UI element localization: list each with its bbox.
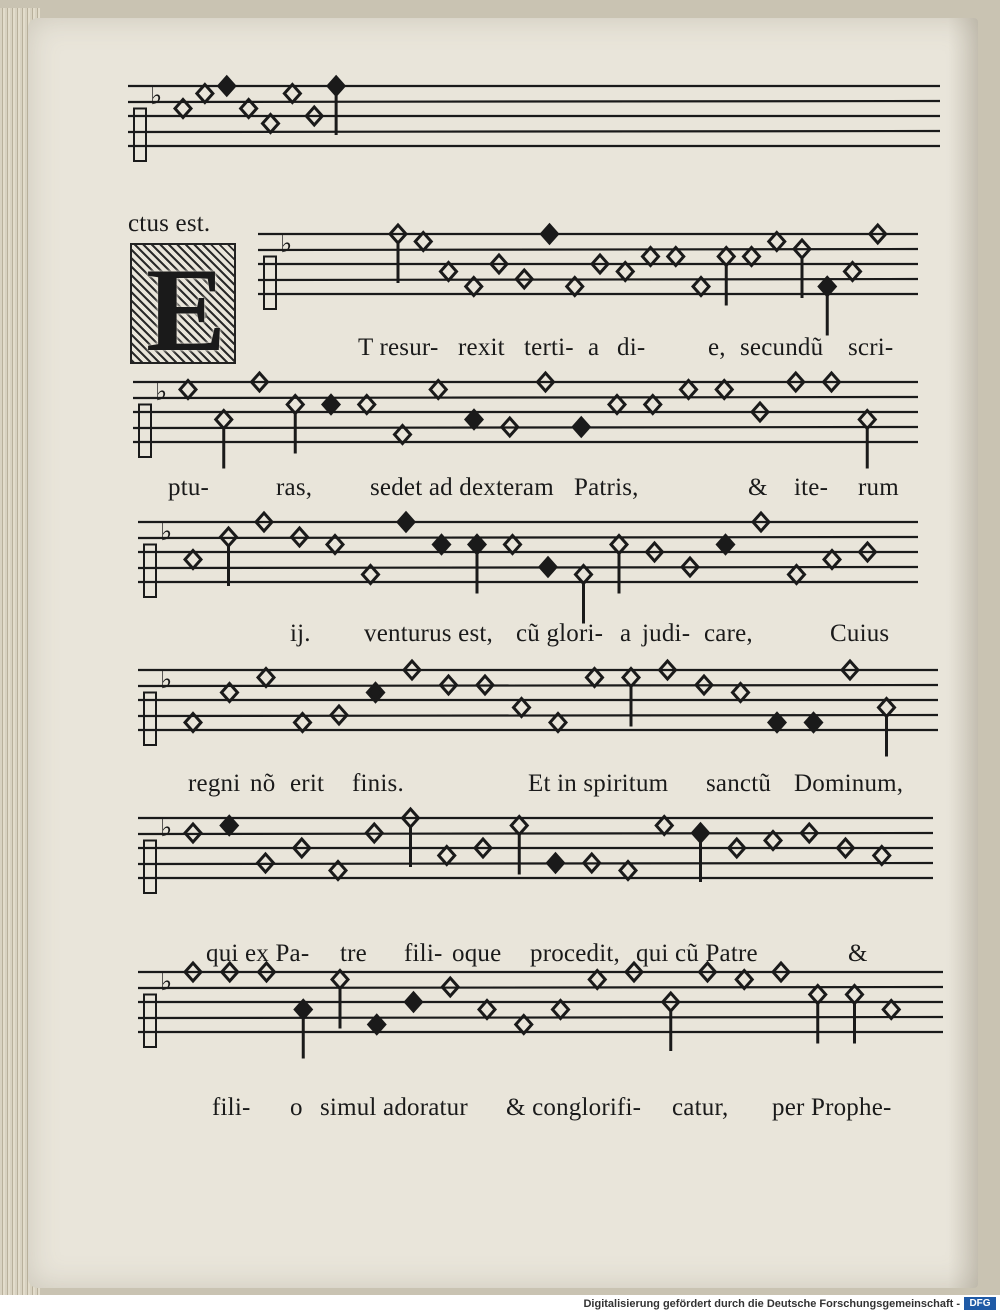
staff-line [138,1017,943,1018]
staff-line [138,715,938,716]
note-head [197,85,213,103]
note-head [284,85,300,103]
lyric-syllable: fili- [212,1094,251,1121]
lyric-syllable: qui cũ Patre [636,940,758,967]
note-head [441,263,457,281]
lyric-syllable: & [848,940,868,967]
lyric-syllable: terti- [524,334,574,361]
staff-line [133,427,918,428]
lyric-syllable: e, [708,334,726,361]
lyric-syllable: ctus est. [128,210,211,237]
lyric-syllable: ptu- [168,474,210,501]
decorated-initial [130,243,236,376]
lyric-syllable: nõ [250,770,276,797]
flat-sign: ♭ [280,229,293,259]
staff-line [138,685,938,686]
lyric-syllable: Et in spiritum [528,770,669,797]
note-head [219,77,235,95]
note-head [548,854,564,872]
note-head [216,411,232,429]
lyric-syllable: scri- [848,334,894,361]
note-head [874,847,890,865]
lyric-syllable: cũ glori- [516,620,604,647]
digitization-credit: Digitalisierung gefördert durch die Deutsche Forschungsgemeinschaft - [583,1298,960,1310]
staff-line [138,987,943,988]
lyric-syllable: o [290,1094,303,1121]
lyric-syllable: Patris, [574,474,639,501]
flat-sign: ♭ [155,377,168,407]
lyric-syllable: T resur- [358,334,439,361]
lyric-syllable: finis. [352,770,404,797]
note-head [693,824,709,842]
lyric-syllable: a [620,620,632,647]
note-head [398,513,414,531]
note-head [617,263,633,281]
note-head [514,699,530,717]
lyric-syllable: & [748,474,768,501]
note-head [824,551,840,569]
note-head [415,233,431,251]
lyric-syllable: care, [704,620,753,647]
note-head [479,1001,495,1019]
note-head [573,418,589,436]
flat-sign: ♭ [160,665,173,695]
lyric-syllable: regni [188,770,241,797]
note-head [859,411,875,429]
lyric-syllable: & conglorifi- [506,1094,642,1121]
dfg-logo: DFG [964,1297,996,1310]
lyric-syllable: ite- [794,474,829,501]
book-page [28,18,978,1288]
staff-line [138,833,933,834]
note-head [769,233,785,251]
note-head [845,263,861,281]
note-head [542,225,558,243]
note-head [736,971,752,989]
lyric-syllable: venturus est, [364,620,493,647]
note-head [406,993,422,1011]
page-content [28,18,978,1288]
lyric-syllable: ij. [290,620,311,647]
flat-sign: ♭ [160,967,173,997]
staff-line [133,397,918,398]
note-head [623,669,639,687]
flat-sign: ♭ [150,81,163,111]
staff-line [258,249,918,250]
lyric-syllable: secundũ [740,334,824,361]
lyric-syllable: qui ex Pa- [206,940,310,967]
note-head [883,1001,899,1019]
lyric-syllable: erit [290,770,325,797]
note-head [328,77,344,95]
note-head [263,115,279,133]
note-head [587,669,603,687]
staff-line [258,279,918,280]
note-head [185,551,201,569]
note-head [589,971,605,989]
note-head [180,381,196,399]
note-head [511,817,527,835]
lyric-syllable: procedit, [530,940,620,967]
initial-letter: E [146,243,227,376]
lyric-syllable: judi- [642,620,691,647]
staff-line [138,537,918,538]
note-head [221,817,237,835]
lyric-syllable: tre [340,940,367,967]
note-head [430,381,446,399]
lyric-syllable: oque [452,940,502,967]
note-head [295,1001,311,1019]
lyric-syllable: sanctũ [706,770,772,797]
lyric-syllable: rum [858,474,899,501]
lyric-syllable: catur, [672,1094,729,1121]
note-head [258,669,274,687]
note-head [716,381,732,399]
lyric-syllable: simul adoratur [320,1094,468,1121]
note-head [681,381,697,399]
lyric-syllable: a [588,334,600,361]
lyric-syllable: fili- [404,940,443,967]
flat-sign: ♭ [160,517,173,547]
note-head [656,817,672,835]
note-head [466,411,482,429]
flat-sign: ♭ [160,813,173,843]
lyric-syllable: sedet ad dexteram [370,474,554,501]
note-head [553,1001,569,1019]
lyric-syllable: ras, [276,474,313,501]
staff-line [138,567,918,568]
lyric-syllable: rexit [458,334,505,361]
note-head [879,699,895,717]
note-head [439,847,455,865]
lyric-syllable: Cuius [830,620,890,647]
note-head [540,558,556,576]
lyric-syllable: di- [617,334,646,361]
staff-line [128,131,940,132]
lyric-syllable: Dominum, [794,770,904,797]
lyric-syllable: per Prophe- [772,1094,892,1121]
note-head [332,971,348,989]
